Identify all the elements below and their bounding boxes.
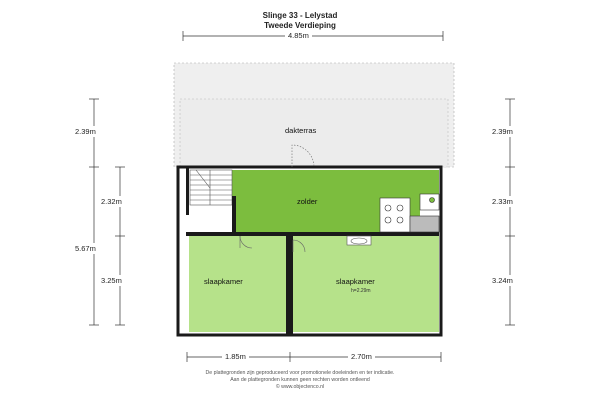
footer-disclaimer-2: Aan de plattegronden kunnen geen rechten worden ontleend [230, 377, 370, 383]
dim-bottom-right: 2.70m [348, 352, 375, 361]
room-label-bedroom-left: slaapkamer [204, 277, 243, 286]
dim-left-terrace: 2.39m [75, 127, 96, 136]
room-label-zolder: zolder [297, 197, 318, 206]
room-label-terrace: dakterras [285, 126, 317, 135]
stair-shaft-wall [186, 167, 189, 215]
plan-subtitle: Tweede Verdieping [264, 21, 336, 30]
room-label-bedroom-right: slaapkamer [336, 277, 375, 286]
sink [347, 236, 371, 245]
zolder-floor-right [420, 170, 439, 194]
room-height-bedroom-right: h=2.29m [351, 288, 371, 294]
dim-left-total: 5.67m [75, 244, 96, 253]
top-dimension-line [183, 31, 443, 41]
dim-bottom-left: 1.85m [222, 352, 249, 361]
dim-right-zolder: 2.33m [492, 197, 513, 206]
plan-title: Slinge 33 - Lelystad [262, 11, 338, 20]
dim-left-zolder: 2.32m [101, 197, 122, 206]
dim-right-terrace: 2.39m [492, 127, 513, 136]
staircase [190, 170, 232, 205]
footer-copyright: © www.objectenco.nl [275, 384, 325, 390]
dim-left-bedroom: 3.25m [101, 276, 122, 285]
footer-disclaimer-1: De plattegronden zijn geproduceerd voor promotionele doeleinden en ter indicatie. [205, 370, 395, 376]
dim-top-width: 4.85m [285, 31, 312, 40]
dim-right-bedroom: 3.24m [492, 276, 513, 285]
